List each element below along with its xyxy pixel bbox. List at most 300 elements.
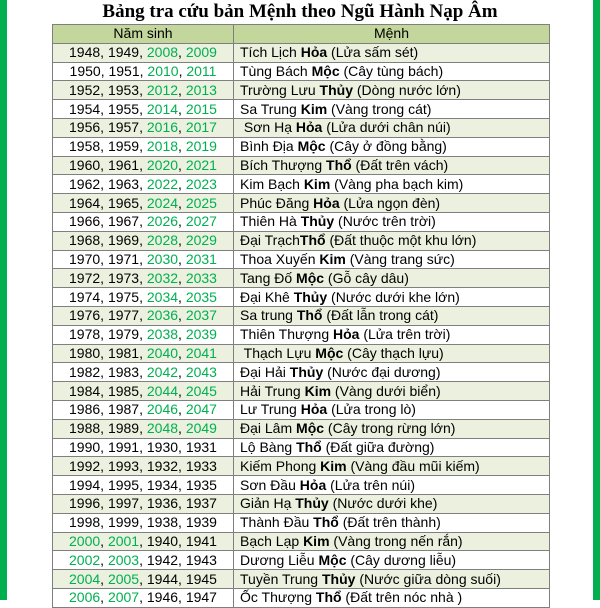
menh-name: Thành Đầu (240, 514, 314, 531)
birth-year: 1947 (185, 589, 217, 606)
menh-meaning: (Đất trên thành) (338, 514, 441, 531)
menh-element: Mộc (296, 269, 325, 286)
menh-element: Mộc (297, 138, 326, 155)
birth-years-cell: 1984, 1985, 2044, 2045 (53, 382, 234, 401)
table-row (53, 419, 550, 438)
menh-cell (234, 231, 550, 250)
birth-year: 1980 (69, 344, 101, 361)
menh-meaning: (Lửa trong lò) (327, 401, 416, 418)
birth-year: 1957 (107, 119, 140, 136)
birth-year: 1984 (69, 382, 101, 399)
birth-years-cell: 1966, 1967, 2026, 2027 (53, 212, 234, 231)
menh-element: Thủy (295, 495, 329, 512)
birth-year: 1944 (146, 570, 179, 587)
birth-years-cell: 2000, 2001, 1940, 1941 (53, 532, 234, 551)
birth-year: 2014 (146, 100, 179, 117)
birth-year: 1979 (107, 326, 140, 343)
menh-cell (234, 532, 550, 551)
birth-year: 1971 (107, 250, 140, 267)
birth-year: 2015 (185, 100, 217, 117)
birth-year: 2029 (185, 232, 217, 249)
birth-year: 2028 (146, 232, 179, 249)
menh-element: Mộc (315, 344, 344, 361)
birth-year: 2035 (185, 288, 217, 305)
birth-year: 2036 (146, 307, 179, 324)
menh-name: Thoa Xuyến (240, 250, 320, 267)
birth-year: 2040 (146, 344, 179, 361)
menh-name: Thạch Lựu (240, 344, 316, 361)
birth-year: 1974 (69, 288, 101, 305)
menh-cell (234, 457, 550, 476)
menh-name: Đại Trạch (240, 232, 300, 249)
menh-element: Mộc (318, 551, 347, 568)
menh-element: Kim (320, 457, 347, 474)
birth-year: 2007 (107, 589, 140, 606)
menh-element: Thổ (299, 232, 326, 249)
menh-cell (234, 194, 550, 213)
menh-meaning: (Vàng pha bạch kim) (330, 175, 464, 192)
menh-element: Hỏa (300, 401, 328, 418)
menh-cell (234, 81, 550, 100)
birth-year: 2000 (69, 532, 101, 549)
birth-years-cell: 1964, 1965, 2024, 2025 (53, 194, 234, 213)
menh-element: Thổ (326, 156, 352, 173)
menh-name: Đại Khê (240, 288, 294, 305)
table-row (53, 269, 550, 288)
birth-year: 1941 (185, 532, 217, 549)
left-green-border (0, 0, 7, 600)
menh-cell (234, 551, 550, 570)
birth-years-cell: 1960, 1961, 2020, 2021 (53, 156, 234, 175)
birth-year: 2003 (107, 551, 140, 568)
birth-year: 2024 (146, 194, 179, 211)
birth-year: 1967 (107, 213, 140, 230)
menh-meaning: (Đất giữa đường) (321, 438, 435, 455)
birth-year: 1934 (146, 476, 179, 493)
birth-year: 1935 (185, 476, 217, 493)
birth-year: 1953 (107, 81, 140, 98)
table-row (53, 156, 550, 175)
birth-years-cell: 1956, 1957, 2016, 2017 (53, 118, 234, 137)
menh-cell (234, 156, 550, 175)
birth-year: 1994 (69, 476, 101, 493)
birth-year: 1978 (69, 326, 101, 343)
birth-year: 2013 (185, 81, 217, 98)
birth-year: 2047 (185, 401, 217, 418)
menh-cell (234, 212, 550, 231)
right-green-border (593, 0, 600, 600)
birth-year: 1981 (107, 344, 140, 361)
birth-year: 1997 (107, 495, 140, 512)
birth-year: 1973 (107, 269, 140, 286)
menh-name: Tùng Bách (240, 62, 312, 79)
menh-name: Sa Trung (240, 100, 301, 117)
menh-meaning: (Cây ở đồng bằng) (325, 138, 447, 155)
menh-name: Sơn Đầu (240, 476, 300, 493)
birth-years-cell: 1950, 1951, 2010, 2011 (53, 62, 234, 81)
table-row (53, 532, 550, 551)
menh-name: Bạch Lạp (240, 532, 304, 549)
birth-year: 1955 (107, 100, 140, 117)
birth-year: 2018 (146, 138, 179, 155)
menh-meaning: (Nước dưới khe) (328, 495, 438, 512)
menh-name: Kiếm Phong (240, 457, 321, 474)
menh-element: Kim (303, 532, 330, 549)
menh-cell (234, 43, 550, 62)
birth-year: 2032 (146, 269, 179, 286)
menh-cell (234, 288, 550, 307)
birth-year: 1963 (107, 175, 140, 192)
menh-name: Kim Bạch (240, 175, 304, 192)
birth-years-cell: 1970, 1971, 2030, 2031 (53, 250, 234, 269)
table-row (53, 476, 550, 495)
menh-meaning: (Vàng dưới biển) (331, 382, 441, 399)
birth-year: 1959 (107, 138, 140, 155)
birth-year: 1933 (185, 457, 217, 474)
menh-element: Hỏa (295, 119, 323, 136)
birth-year: 1940 (146, 532, 179, 549)
table-row (53, 175, 550, 194)
table-row (53, 100, 550, 119)
birth-year: 1939 (185, 514, 217, 531)
menh-name: Đại Hải (240, 363, 290, 380)
birth-year: 2026 (146, 213, 179, 230)
menh-cell (234, 62, 550, 81)
table-row (53, 570, 550, 589)
birth-year: 2027 (185, 213, 217, 230)
menh-cell (234, 250, 550, 269)
birth-year: 2011 (186, 62, 217, 79)
birth-years-cell: 1976, 1977, 2036, 2037 (53, 306, 234, 325)
birth-years-cell: 2004, 2005, 1944, 1945 (53, 570, 234, 589)
birth-year: 2005 (107, 570, 140, 587)
birth-year: 2039 (185, 326, 217, 343)
birth-year: 1964 (69, 194, 101, 211)
birth-year: 2017 (185, 119, 217, 136)
menh-element: Thủy (319, 81, 353, 98)
birth-year: 2049 (185, 420, 217, 437)
menh-element: Hỏa (300, 44, 328, 61)
menh-meaning: (Cây trong rừng lớn) (324, 420, 456, 437)
menh-meaning: (Cây thạch lựu) (343, 344, 444, 361)
birth-year: 1986 (69, 401, 101, 418)
birth-year: 2045 (185, 382, 217, 399)
menh-cell (234, 588, 550, 607)
birth-year: 1987 (107, 401, 140, 418)
birth-year: 1932 (146, 457, 179, 474)
birth-years-cell: 1958, 1959, 2018, 2019 (53, 137, 234, 156)
menh-meaning: (Cây tùng bách) (339, 62, 444, 79)
birth-years-cell: 2006, 2007, 1946, 1947 (53, 588, 234, 607)
page-title: Bảng tra cứu bản Mệnh theo Ngũ Hành Nạp Âm (102, 1, 498, 22)
menh-name: Dương Liễu (240, 551, 319, 568)
birth-year: 1996 (69, 495, 101, 512)
birth-year: 1982 (69, 363, 101, 380)
menh-meaning: (Nước dưới khe lớn) (327, 288, 460, 305)
menh-cell (234, 269, 550, 288)
birth-year: 2030 (146, 250, 179, 267)
table-body (53, 43, 550, 607)
birth-year: 1949 (107, 44, 140, 61)
menh-cell (234, 570, 550, 589)
birth-year: 2001 (107, 532, 140, 549)
table-row (53, 137, 550, 156)
table-row (53, 306, 550, 325)
menh-element: Kim (319, 250, 346, 267)
birth-year: 2044 (146, 382, 179, 399)
menh-cell (234, 100, 550, 119)
birth-year: 2041 (185, 344, 217, 361)
birth-years-cell: 1988, 1989, 2048, 2049 (53, 419, 234, 438)
birth-year: 1999 (107, 514, 140, 531)
birth-year: 1983 (107, 363, 140, 380)
menh-element: Thổ (296, 307, 323, 324)
birth-year: 1951 (108, 62, 140, 79)
menh-element: Thổ (313, 514, 339, 531)
menh-element: Mộc (311, 62, 340, 79)
menh-cell (234, 344, 550, 363)
header-year: Năm sinh (53, 25, 234, 44)
menh-meaning: (Nước giữa dòng suối) (355, 570, 501, 587)
birth-years-cell: 1954, 1955, 2014, 2015 (53, 100, 234, 119)
birth-year: 1970 (69, 250, 101, 267)
birth-year: 1962 (69, 175, 101, 192)
birth-years-cell: 1996, 1997, 1936, 1937 (53, 494, 234, 513)
birth-year: 1977 (107, 307, 140, 324)
birth-year: 2022 (146, 175, 179, 192)
birth-year: 2021 (185, 156, 217, 173)
birth-year: 2048 (146, 420, 179, 437)
table-row (53, 43, 550, 62)
menh-name: Ốc Thượng (240, 589, 316, 606)
table-row (53, 513, 550, 532)
menh-cell (234, 118, 550, 137)
birth-years-cell: 1994, 1995, 1934, 1935 (53, 476, 234, 495)
table-row (53, 438, 550, 457)
table-row (53, 118, 550, 137)
birth-years-cell: 1992, 1993, 1932, 1933 (53, 457, 234, 476)
table-row (53, 250, 550, 269)
birth-year: 1937 (185, 495, 217, 512)
birth-year: 2010 (147, 62, 179, 79)
birth-years-cell: 1968, 1969, 2028, 2029 (53, 231, 234, 250)
birth-years-cell: 1948, 1949, 2008, 2009 (53, 43, 234, 62)
table-row (53, 231, 550, 250)
menh-name: Tang Đố (240, 269, 297, 286)
birth-year: 1990 (69, 438, 101, 455)
birth-year: 1991 (107, 438, 140, 455)
birth-year: 1954 (69, 100, 101, 117)
birth-year: 1961 (107, 156, 140, 173)
birth-years-cell: 1978, 1979, 2038, 2039 (53, 325, 234, 344)
birth-year: 1931 (185, 438, 217, 455)
birth-year: 2023 (185, 175, 217, 192)
birth-year: 1969 (107, 232, 140, 249)
menh-meaning: (Vàng trang sức) (345, 250, 455, 267)
menh-element: Hỏa (333, 326, 360, 343)
birth-year: 2042 (146, 363, 179, 380)
menh-meaning: (Lửa sấm sét) (327, 44, 419, 61)
table-row (53, 494, 550, 513)
menh-meaning: (Cây dương liễu) (346, 551, 457, 568)
birth-year: 2033 (185, 269, 217, 286)
menh-cell (234, 382, 550, 401)
table-row (53, 400, 550, 419)
table-row (53, 62, 550, 81)
birth-year: 2008 (146, 44, 179, 61)
birth-years-cell: 1972, 1973, 2032, 2033 (53, 269, 234, 288)
table-row (53, 457, 550, 476)
birth-year: 1976 (69, 307, 101, 324)
menh-meaning: (Đất lẫn trong cát) (322, 307, 439, 324)
birth-year: 1952 (69, 81, 101, 98)
menh-element: Thủy (289, 363, 324, 380)
menh-cell (234, 438, 550, 457)
menh-element: Mộc (296, 420, 325, 437)
birth-year: 1975 (107, 288, 140, 305)
birth-year: 1998 (69, 514, 101, 531)
birth-year: 2038 (146, 326, 179, 343)
menh-cell (234, 476, 550, 495)
menh-name: Trường Lưu (240, 81, 320, 98)
birth-years-cell: 1990, 1991, 1930, 1931 (53, 438, 234, 457)
menh-name: Sa trung (240, 307, 297, 324)
table-row (53, 344, 550, 363)
menh-meaning: (Lửa trên núi) (326, 476, 415, 493)
menh-meaning: (Vàng trong nến rắn) (329, 532, 463, 549)
birth-year: 2019 (185, 138, 217, 155)
menh-meaning: (Dòng nước lớn) (353, 81, 461, 98)
birth-year: 1936 (146, 495, 179, 512)
birth-year: 2046 (146, 401, 179, 418)
menh-cell (234, 306, 550, 325)
birth-year: 2006 (69, 589, 101, 606)
birth-year: 2009 (185, 44, 217, 61)
menh-cell (234, 400, 550, 419)
birth-year: 1956 (69, 119, 101, 136)
menh-name: Thiên Hà (240, 213, 301, 230)
birth-years-cell: 2002, 2003, 1942, 1943 (53, 551, 234, 570)
table-row (53, 212, 550, 231)
menh-name: Đại Lâm (240, 420, 297, 437)
menh-cell (234, 363, 550, 382)
birth-years-cell: 1952, 1953, 2012, 2013 (53, 81, 234, 100)
menh-name: Sơn Hạ (240, 119, 296, 136)
menh-element: Thổ (315, 589, 342, 606)
birth-year: 1989 (107, 420, 140, 437)
menh-element: Kim (303, 175, 331, 192)
birth-year: 2016 (146, 119, 179, 136)
birth-year: 1968 (69, 232, 101, 249)
menh-meaning: (Lửa trên trời) (359, 326, 451, 343)
table-row (53, 551, 550, 570)
table-row (53, 588, 550, 607)
menh-meaning: (Nước trên trời) (334, 213, 436, 230)
menh-name: Bích Thượng (240, 156, 327, 173)
birth-year: 2012 (146, 81, 179, 98)
menh-element: Thủy (300, 213, 335, 230)
menh-element: Kim (300, 100, 328, 117)
birth-year: 1972 (69, 269, 101, 286)
menh-name: Phúc Đăng (240, 194, 314, 211)
birth-year: 1942 (146, 551, 179, 568)
menh-meaning: (Lửa dưới chân núi) (322, 119, 451, 136)
menh-meaning: (Đất thuộc một khu lớn) (325, 232, 477, 249)
birth-year: 1992 (69, 457, 101, 474)
menh-element: Hỏa (299, 476, 327, 493)
birth-year: 1943 (185, 551, 217, 568)
birth-year: 2004 (69, 570, 101, 587)
birth-year: 1995 (107, 476, 140, 493)
birth-year: 1946 (146, 589, 179, 606)
menh-element: Hỏa (313, 194, 340, 211)
birth-year: 2025 (185, 194, 217, 211)
birth-year: 1948 (69, 44, 101, 61)
birth-years-cell: 1962, 1963, 2022, 2023 (53, 175, 234, 194)
menh-element: Thủy (293, 288, 328, 305)
menh-element: Thủy (321, 570, 356, 587)
menh-meaning: (Vàng trong cát) (327, 100, 432, 117)
table-row (53, 325, 550, 344)
birth-years-cell: 1974, 1975, 2034, 2035 (53, 288, 234, 307)
menh-meaning: (Đất trên vách) (351, 156, 449, 173)
birth-years-cell: 1986, 1987, 2046, 2047 (53, 400, 234, 419)
birth-year: 1960 (69, 156, 101, 173)
birth-year: 1938 (146, 514, 179, 531)
menh-name: Tích Lịch (240, 44, 301, 61)
table-row (53, 382, 550, 401)
table-row (53, 288, 550, 307)
birth-years-cell: 1998, 1999, 1938, 1939 (53, 513, 234, 532)
birth-year: 1958 (69, 138, 101, 155)
birth-year: 2031 (185, 250, 217, 267)
birth-year: 1988 (69, 420, 101, 437)
menh-cell (234, 175, 550, 194)
menh-name: Giản Hạ (240, 495, 296, 512)
birth-year: 1950 (69, 62, 101, 79)
birth-year: 1930 (146, 438, 179, 455)
birth-year: 1985 (107, 382, 140, 399)
menh-meaning: (Gỗ cây dâu) (324, 269, 409, 286)
menh-meaning: (Vàng đầu mũi kiếm) (346, 457, 480, 474)
menh-lookup-table (52, 24, 550, 608)
menh-name: Tuyền Trung (240, 570, 322, 587)
menh-name: Bình Địa (240, 138, 298, 155)
menh-cell (234, 137, 550, 156)
birth-year: 2020 (146, 156, 179, 173)
birth-years-cell: 1980, 1981, 2040, 2041 (53, 344, 234, 363)
table-header-row (53, 25, 550, 44)
menh-meaning: (Lửa ngọn đèn) (339, 194, 441, 211)
menh-element: Thổ (296, 438, 322, 455)
menh-meaning: (Nước đại dương) (323, 363, 441, 380)
birth-year: 1993 (107, 457, 140, 474)
birth-year: 2034 (146, 288, 179, 305)
table-row (53, 194, 550, 213)
birth-years-cell: 1982, 1983, 2042, 2043 (53, 363, 234, 382)
menh-name: Hải Trung (240, 382, 305, 399)
menh-name: Lư Trung (240, 401, 301, 418)
menh-element: Kim (304, 382, 332, 399)
birth-year: 2043 (185, 363, 217, 380)
menh-name: Lộ Bàng (240, 438, 297, 455)
birth-year: 1965 (107, 194, 140, 211)
menh-cell (234, 419, 550, 438)
birth-year: 1945 (185, 570, 217, 587)
menh-meaning: (Đất trên nóc nhà ) (341, 589, 463, 606)
header-menh: Mệnh (234, 25, 550, 44)
birth-year: 1966 (69, 213, 101, 230)
